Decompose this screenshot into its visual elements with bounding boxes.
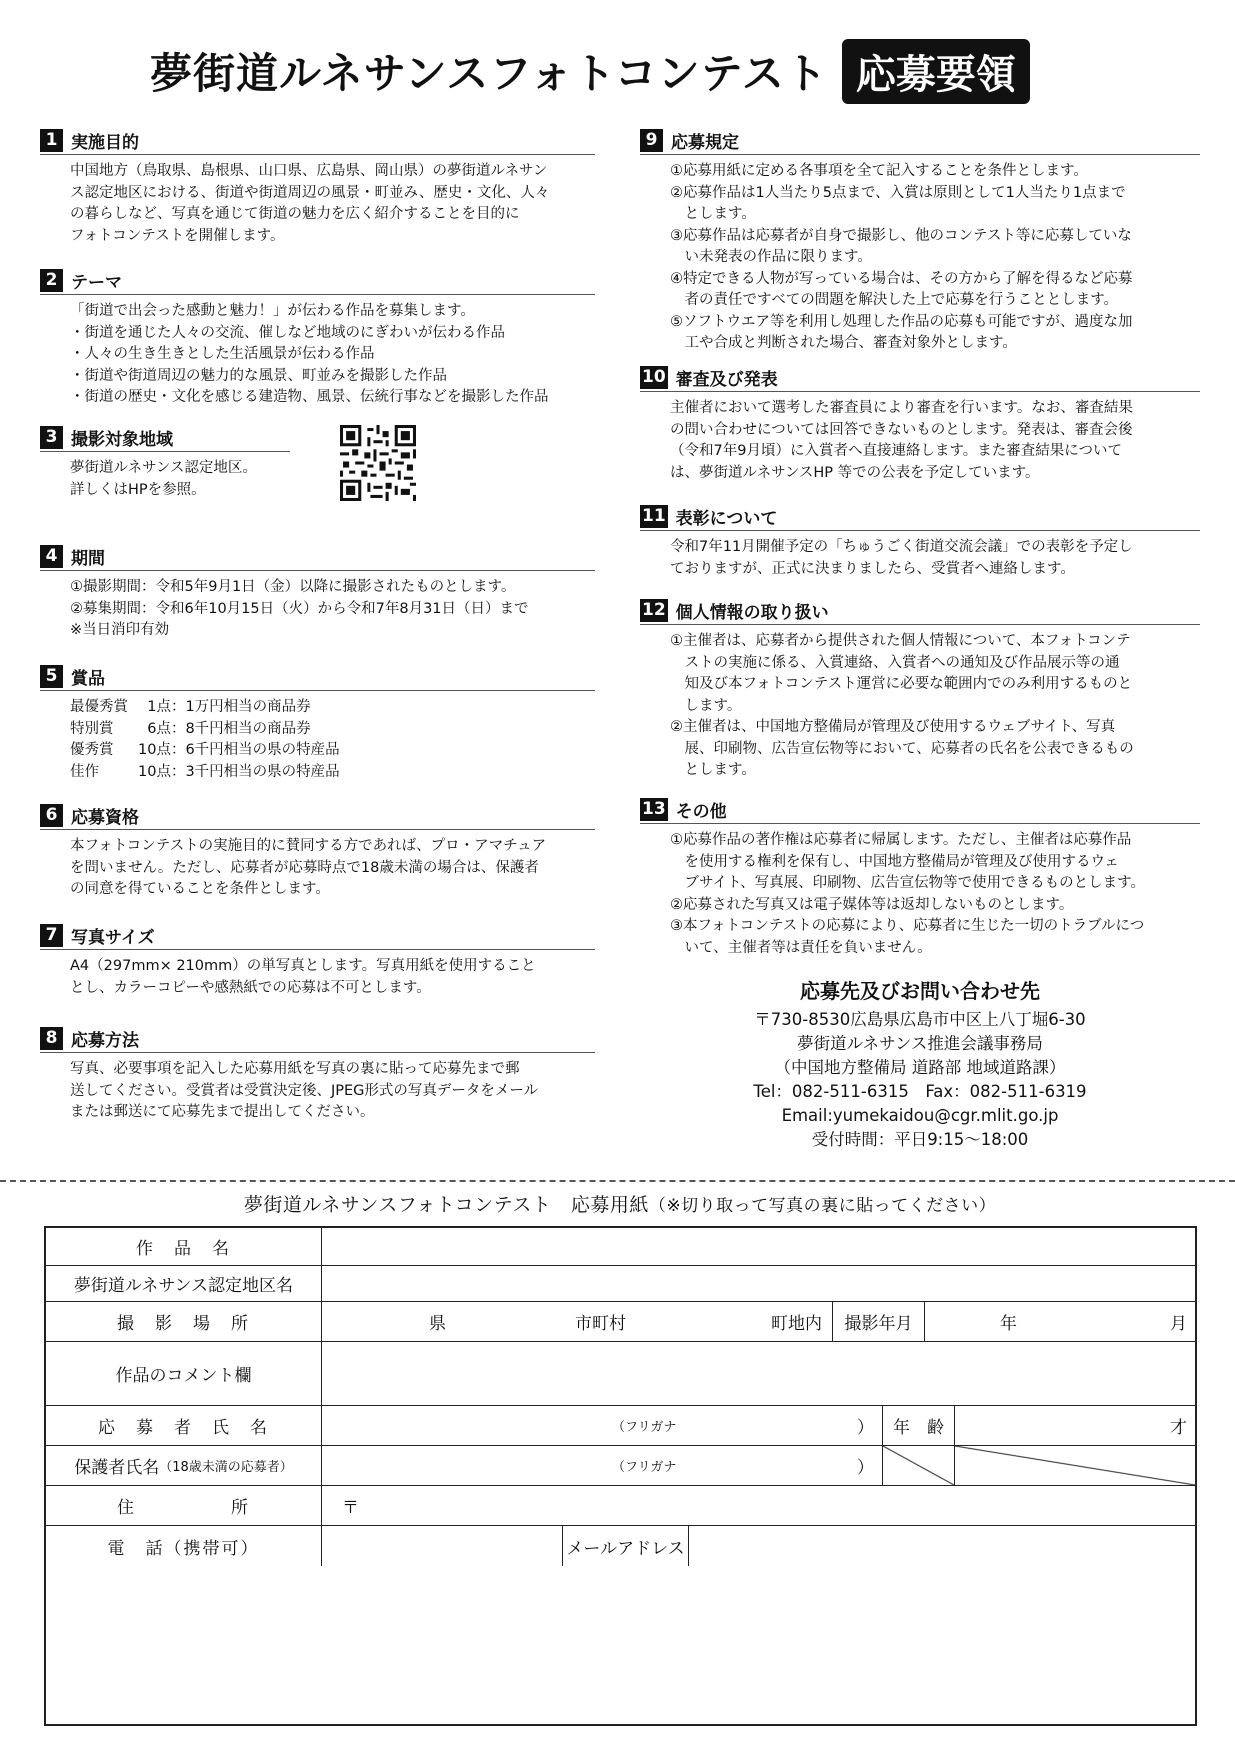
district-label: 夢街道ルネサンス認定地区名 [46,1266,322,1301]
section-number: 13 [642,799,666,819]
section-body [40,1053,595,1124]
body-line: します。 [670,697,742,714]
section-3 [40,425,595,501]
body-line: い未発表の作品に限ります。 [670,249,872,265]
body-line: ※当日消印有効 [70,622,170,638]
section-number: 2 [40,269,63,292]
address-field[interactable] [322,1486,1195,1525]
body-line: いて、主催者等は責任を負いません。 [670,939,932,956]
slashed-cell [954,1446,1195,1485]
prize-item: ：3千円相当の県の特産品 [170,763,340,780]
body-line: ①応募用紙に定める各事項を全て記入することを条件とします。 [670,163,1088,179]
section-number: 9 [640,129,663,152]
form-row-district [46,1266,1195,1302]
body-line: ・街道の歴史・文化を感じる建造物、風景、伝統行事などを撮影した作品 [70,389,549,405]
section-body [640,155,1200,355]
body-line: ④特定できる人物が写っている場合は、その方から了解を得るなど応募 [670,270,1133,287]
body-line: ブサイト、写真展、印刷物、広告宣伝物等で使用できるものとします。 [670,875,1146,891]
guardian-label-text: 保護者氏名 [74,1458,160,1478]
section-title: 賞品 [71,668,105,689]
phone-field[interactable] [322,1526,562,1566]
prize-row [70,719,350,741]
contact-block [640,975,1200,1152]
body-line: ①応募作品の著作権は応募者に帰属します。ただし、主催者は応募作品 [670,832,1132,848]
contact-address: 〒730-8530広島県広島市中区上八丁堀6-30 [754,1010,1086,1029]
section-body [640,824,1200,959]
body-line: 中国地方（鳥取県、島根県、山口県、広島県、岡山県）の夢街道ルネサン [70,163,548,179]
prize-name: 最優秀賞 [70,699,128,715]
body-line: とし、カラーコピーや感熱紙での応募は不可とします。 [70,979,431,996]
prize-count: 6点 [147,720,171,737]
section-7 [40,923,595,999]
section-body [640,392,1200,484]
section-header [40,923,595,950]
section-header [40,268,595,295]
section-header [40,1026,595,1053]
document-title [150,38,1130,104]
section-13 [640,797,1200,959]
section-title: 審査及び発表 [675,369,778,390]
body-line: は、夢街道ルネサンスHP 等での公表を予定しています。 [670,464,1040,481]
prize-count: 10点 [138,763,171,780]
section-header [40,664,595,691]
body-line: ⑤ソフトウエア等を利用し処理した作品の応募も可能ですが、過度な加 [670,313,1133,330]
section-title: 撮影対象地域 [71,429,173,450]
email-label: メールアドレス [562,1526,689,1566]
form-row-location [46,1302,1195,1342]
section-title: テーマ [71,272,122,293]
section-number: 11 [642,506,666,526]
section-title: 期間 [71,548,105,569]
section-number: 6 [40,804,63,827]
body-line: ・街道や街道周辺の魅力的な風景、町並みを撮影した作品 [70,367,447,384]
body-line: の問い合わせについては回答できないものとします。発表は、審査会後 [670,421,1133,438]
body-line: 「街道で出会った感動と魅力！」が伝わる作品を募集します。 [70,303,475,319]
section-title: 実施目的 [71,132,139,153]
body-line: とします。 [670,206,756,222]
body-line: 送してください。受賞者は受賞決定後、JPEG形式の写真データをメール [70,1082,539,1099]
prefecture-unit: 県 [429,1314,446,1334]
age-unit: 才 [1170,1418,1187,1438]
section-header [640,128,1200,155]
body-line: 展、印刷物、広告宣伝物等において、応募者の氏名を公表できるもの [670,740,1134,757]
body-line: ストの実施に係る、入賞連絡、入賞者への通知及び作品展示等の通 [670,654,1120,671]
body-line: 本フォトコンテストの実施目的に賛同する方であれば、プロ・アマチュア [70,838,547,854]
cut-line [0,1180,1235,1182]
contact-phone-fax: Tel：082-511-6315 Fax：082-511-6319 [753,1082,1087,1101]
form-row-applicant [46,1406,1195,1446]
comment-label: 作品のコメント欄 [46,1342,322,1405]
section-header [40,128,595,155]
section-number: 12 [642,600,666,620]
form-row-comment [46,1342,1195,1406]
section-body [640,531,1200,580]
application-form [44,1226,1197,1726]
email-field[interactable] [689,1526,1195,1566]
section-4 [40,544,595,642]
year-unit: 年 [1000,1314,1017,1334]
applicant-label: 応 募 者 氏 名 [46,1406,322,1445]
paren-close: ） [857,1458,874,1478]
contact-department: （中国地方整備局 道路部 地域道路課） [774,1058,1066,1077]
body-line: ・人々の生き生きとした生活風景が伝わる作品 [70,346,375,362]
section-1 [40,128,595,247]
town-unit: 町地内 [771,1314,822,1334]
guardian-note: （18歳未満の応募者） [159,1460,293,1475]
furigana-label: （フリガナ [612,1420,677,1435]
prize-name: 特別賞 [70,720,114,737]
section-header [40,425,290,452]
body-line: 夢街道ルネサンス認定地区。 [70,460,257,476]
prize-row [70,762,350,784]
prize-table [70,697,350,783]
form-title-note: （※切り取って写真の裏に貼ってください） [648,1196,997,1216]
body-line: とします。 [670,762,756,778]
prize-name: 優秀賞 [70,742,114,758]
section-title: 応募資格 [71,807,139,828]
contest-title: 夢街道ルネサンスフォトコンテスト [150,49,828,98]
body-line: フォトコンテストを開催します。 [70,227,285,244]
body-line: を使用する権利を保有し、中国地方整備局が管理及び使用するウェ [670,853,1119,870]
city-field[interactable] [452,1302,632,1341]
section-header [40,544,595,571]
month-unit: 月 [1170,1314,1187,1334]
location-label: 撮 影 場 所 [46,1302,322,1341]
section-11 [640,504,1200,580]
body-line: ③本フォトコンテストの応募により、応募者に生じた一切のトラブルにつ [670,918,1145,934]
form-row-guardian [46,1446,1195,1486]
section-body [40,571,595,642]
paren-close: ） [857,1418,874,1438]
form-row-contact [46,1526,1195,1566]
section-number: 5 [40,665,63,688]
body-line: 写真、必要事項を記入した応募用紙を写真の裏に貼って応募先まで郵 [70,1061,520,1077]
section-body [40,691,595,783]
section-10 [640,365,1200,484]
form-row-address [46,1486,1195,1526]
prize-row [70,740,350,762]
section-header [640,797,1200,824]
section-header [40,803,595,830]
section-title: 表彰について [675,508,778,529]
section-number: 3 [40,426,63,449]
body-line: 工や合成と判断された場合、審査対象外とします。 [670,335,1017,351]
shoot-date-field[interactable] [924,1302,1195,1341]
section-title: 応募方法 [71,1030,139,1051]
body-line: ておりますが、正式に決まりましたら、受賞者へ連絡します。 [670,560,1075,577]
section-body [40,295,595,409]
prize-item: ：1万円相当の商品券 [170,699,311,715]
body-line: ②主催者は、中国地方整備局が管理及び使用するウェブサイト、写真 [670,719,1116,735]
qr-code-icon[interactable] [340,425,416,501]
section-body [640,625,1200,782]
section-8 [40,1026,595,1124]
section-title: その他 [675,801,727,822]
body-line: 知及び本フォトコンテスト運営に必要な範囲内でのみ利用するものと [670,676,1133,692]
section-5 [40,664,595,783]
section-body [40,830,595,901]
body-line: の暮らしなど、写真を通じて街道の魅力を広く紹介することを目的に [70,206,520,222]
comment-field[interactable] [322,1342,1195,1405]
prize-item: ：6千円相当の県の特産品 [170,742,340,758]
age-field[interactable] [954,1406,1195,1445]
body-line: 者の責任ですべての問題を解決した上で応募を行うこととします。 [670,292,1119,308]
city-unit: 市町村 [575,1314,626,1334]
applicant-name-field[interactable] [322,1406,882,1445]
contact-heading: 応募先及びお問い合わせ先 [800,979,1040,1003]
body-line: ③応募作品は応募者が自身で撮影し、他のコンテスト等に応募していな [670,227,1132,244]
body-line: ②応募作品は1人当たり5点まで、入賞は原則として1人当たり1点まで [670,184,1126,201]
section-header [640,598,1200,625]
body-line: ス認定地区における、街道や街道周辺の風景・町並み、歴史・文化、人々 [70,184,550,201]
body-line: を問いません。ただし、応募者が応募時点で18歳未満の場合は、保護者 [70,859,539,876]
section-body [40,950,595,999]
furigana-label: （フリガナ [612,1460,677,1475]
prefecture-field[interactable] [322,1302,452,1341]
body-line: ②募集期間：令和6年10月15日（火）から令和7年8月31日（日）まで [70,600,529,617]
body-line: または郵送にて応募先まで提出してください。 [70,1104,375,1120]
guardian-label [46,1446,322,1485]
district-field[interactable] [322,1266,1195,1301]
slashed-cell [882,1446,954,1485]
body-line: ①主催者は、応募者から提供された個人情報について、本フォトコンテ [670,633,1131,649]
prize-count: 10点 [138,742,171,758]
prize-item: ：8千円相当の商品券 [170,720,311,737]
town-field[interactable] [632,1302,832,1341]
body-line: の同意を得ていることを条件とします。 [70,881,330,897]
section-6 [40,803,595,901]
body-line: A4（297mm× 210mm）の単写真とします。写真用紙を使用すること [70,958,536,974]
guardian-name-field[interactable] [322,1446,882,1485]
body-line: 詳しくはHPを参照。 [70,481,206,498]
section-number: 7 [40,924,63,947]
section-number: 4 [40,545,63,568]
body-line: ・街道を通じた人々の交流、催しなど地域のにぎわいが伝わる作品 [70,324,505,341]
work-name-label: 作 品 名 [46,1228,322,1265]
section-number: 1 [40,129,63,152]
body-line: ①撮影期間：令和5年9月1日（金）以降に撮影されたものとします。 [70,579,516,595]
prize-name: 佳作 [70,763,99,780]
postal-mark: 〒 [342,1498,359,1518]
body-line: ②応募された写真又は電子媒体等は返却しないものとします。 [670,896,1074,913]
section-title: 個人情報の取り扱い [675,602,829,623]
body-line: 令和7年11月開催予定の「ちゅうごく街道交流会議」での表彰を予定し [670,539,1133,555]
section-header [640,504,1200,531]
body-line: （令和7年9月頃）に入賞者へ直接連絡します。また審査結果について [670,443,1122,459]
section-body [40,155,595,247]
address-label: 住 所 [46,1486,322,1525]
section-title: 応募規定 [671,132,739,153]
section-number: 8 [40,1027,63,1050]
work-name-field[interactable] [322,1228,1195,1265]
body-line: 主催者において選考した審査員により審査を行います。なお、審査結果 [670,400,1133,416]
contact-email[interactable]: Email:yumekaidou@cgr.mlit.go.jp [781,1106,1059,1125]
form-row-work-name [46,1228,1195,1266]
form-title-text: 夢街道ルネサンスフォトコンテスト 応募用紙 [243,1194,649,1216]
age-label: 年 齢 [882,1406,954,1445]
section-body [40,452,595,501]
guidelines-badge: 応募要領 [842,39,1030,104]
prize-row [70,697,350,719]
section-title: 写真サイズ [71,927,155,948]
form-title [40,1190,1200,1217]
contact-hours: 受付時間：平日9:15〜18:00 [811,1130,1029,1149]
section-number: 10 [642,367,666,387]
contact-office: 夢街道ルネサンス推進会議事務局 [797,1034,1043,1053]
shoot-date-label: 撮影年月 [832,1302,924,1341]
section-12 [640,598,1200,782]
section-header [640,365,1200,392]
section-9 [640,128,1200,355]
section-2 [40,268,595,409]
prize-count: 1点 [147,699,171,715]
phone-label: 電 話（携帯可） [46,1526,322,1566]
